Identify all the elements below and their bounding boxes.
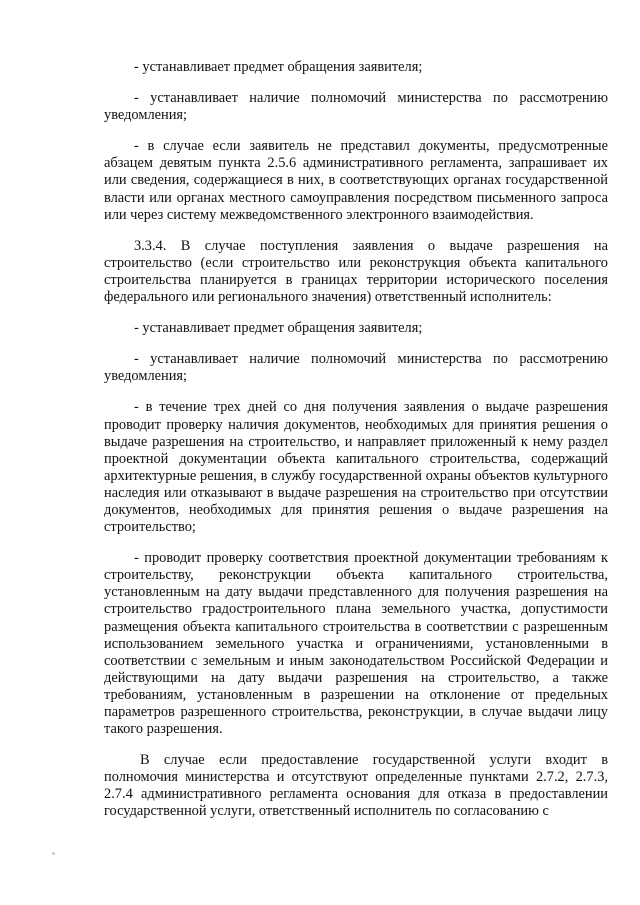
paragraph: В случае если предоставление государственной услуги входит в полномочия министерства и отсутствуют определенные пунктами 2.7.2, 2.7.3, 2.7.4 административного регламента основания для отказа в предоставлении государственной услуги, ответственный исполнитель по согласованию с bbox=[104, 752, 608, 820]
scan-speck bbox=[52, 852, 55, 855]
paragraph: - устанавливает наличие полномочий министерства по рассмотрению уведомления; bbox=[104, 351, 608, 385]
document-body bbox=[104, 59, 608, 835]
paragraph: - в течение трех дней со дня получения заявления о выдаче разрешения проводит проверку наличия документов, необходимых для принятия решения о выдаче разрешения на строительство, и направляет приложенный к нему раздел проектной документации объекта капитального строительства, содержащий архитектурные решения, в службу государственной охраны объектов культурного наследия или отказывают в выдаче разрешения на строительство при отсутствии документов, необходимых для принятия решения о выдаче разрешения на строительство; bbox=[104, 399, 608, 536]
paragraph: - устанавливает предмет обращения заявителя; bbox=[134, 59, 423, 75]
paragraph: - в случае если заявитель не представил документы, предусмотренные абзацем девятым пункта 2.5.6 административного регламента, запрашивает их или сведения, содержащиеся в них, в соответствующих органах государственной власти или органах местного самоуправления посредством письменного запроса или через систему межведомственного электронного взаимодействия. bbox=[104, 138, 608, 223]
paragraph: - устанавливает наличие полномочий министерства по рассмотрению уведомления; bbox=[104, 90, 608, 124]
paragraph: 3.3.4. В случае поступления заявления о выдаче разрешения на строительство (если строительство или реконструкция объекта капитального строительства планируется в границах территории исторического поселения федерального или регионального значения) ответственный исполнитель: bbox=[104, 237, 608, 306]
paragraph: - проводит проверку соответствия проектной документации требованиям к строительству, реконструкции объекта капитального строительства, установленным на дату выдачи представленного для получения разрешения на строительство градостроительного плана земельного участка, допустимости размещения объекта капитального строительства в соответствии с разрешенным использованием земельного участка и ограничениями, установленными в соответствии с земельным и иным законодательством Российской Федерации и действующими на дату выдачи разрешения на строительство, а также требованиям, установленным в разрешении на отклонение от предельных параметров разрешенного строительства, реконструкции, в случае выдачи лицу такого разрешения. bbox=[104, 550, 608, 738]
paragraph: - устанавливает предмет обращения заявителя; bbox=[134, 320, 423, 337]
